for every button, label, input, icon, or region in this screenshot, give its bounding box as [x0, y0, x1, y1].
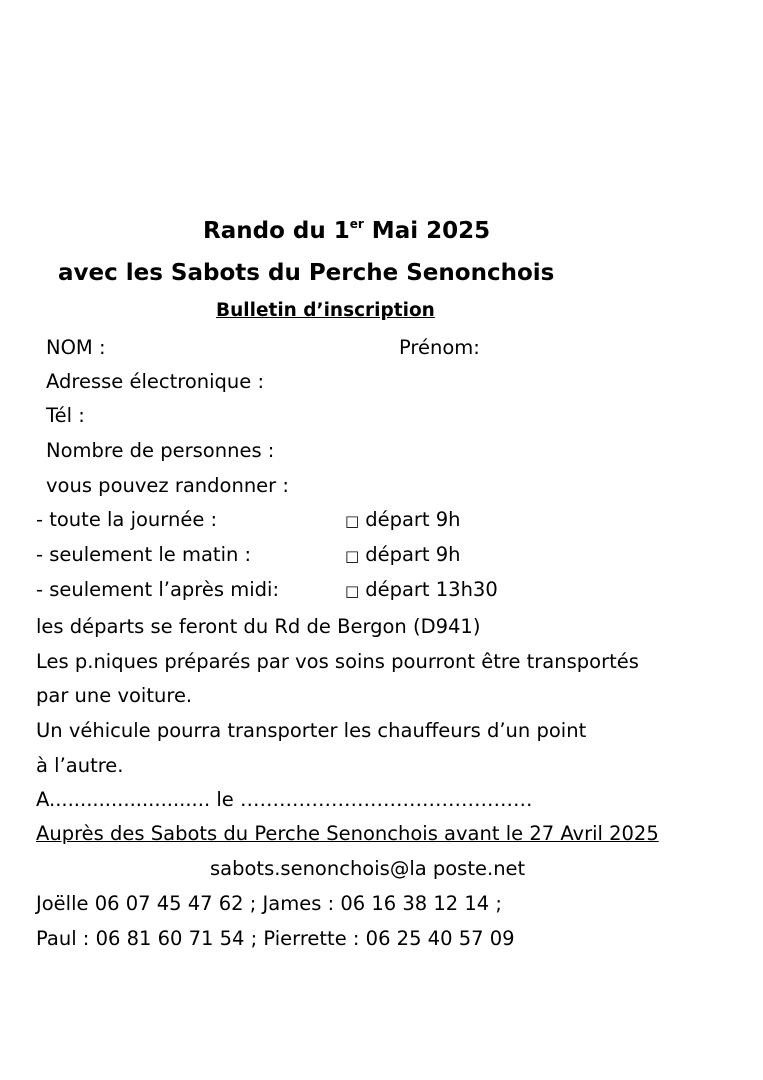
- option-choice[interactable]: [345, 578, 498, 603]
- contact-phones: Paul : 06 81 60 71 54 ; Pierrette : 06 25 40 57 09: [36, 927, 515, 950]
- event-title-date: Mai 2025: [363, 218, 491, 244]
- option-choice[interactable]: [345, 508, 461, 533]
- option-label: - seulement le matin :: [36, 543, 252, 566]
- info-line: Les p.niques préparés par vos soins pourront être transportés: [36, 650, 639, 673]
- contact-phones: Joëlle 06 07 45 47 62 ; James : 06 16 38 12 14 ;: [36, 892, 502, 915]
- option-label: - toute la journée :: [36, 508, 218, 531]
- option-depart: départ 9h: [365, 508, 461, 531]
- checkbox-icon[interactable]: □: [345, 512, 360, 530]
- event-subtitle: avec les Sabots du Perche Senonchois: [58, 260, 555, 286]
- tel-label: Tél :: [46, 404, 85, 427]
- form-heading: Bulletin d’inscription: [216, 300, 435, 321]
- rando-intro: vous pouvez randonner :: [46, 474, 289, 497]
- option-row: [36, 508, 736, 532]
- info-line: par une voiture.: [36, 684, 193, 707]
- persons-label: Nombre de personnes :: [46, 439, 275, 462]
- deadline-note: Auprès des Sabots du Perche Senonchois avant le 27 Avril 2025: [36, 822, 659, 845]
- info-line: à l’autre.: [36, 754, 124, 777]
- nom-label: NOM :: [46, 336, 106, 359]
- prenom-label: Prénom:: [399, 336, 480, 359]
- info-line: les départs se feront du Rd de Bergon (D941): [36, 615, 481, 638]
- info-line: Un véhicule pourra transporter les chauffeurs d’un point: [36, 719, 587, 742]
- event-title: [203, 217, 490, 245]
- option-choice[interactable]: [345, 543, 461, 568]
- event-title-text: Rando du 1: [203, 218, 350, 244]
- option-depart: départ 13h30: [365, 578, 498, 601]
- checkbox-icon[interactable]: □: [345, 582, 360, 600]
- checkbox-icon[interactable]: □: [345, 547, 360, 565]
- option-row: [36, 578, 736, 602]
- option-depart: départ 9h: [365, 543, 461, 566]
- place-date-line: A.......................... le ………………………………………: [36, 788, 533, 811]
- ordinal-superscript: er: [349, 217, 364, 231]
- option-row: [36, 543, 736, 567]
- email-label: Adresse électronique :: [46, 370, 265, 393]
- contact-email: sabots.senonchois@la poste.net: [210, 857, 526, 880]
- option-label: - seulement l’après midi:: [36, 578, 280, 601]
